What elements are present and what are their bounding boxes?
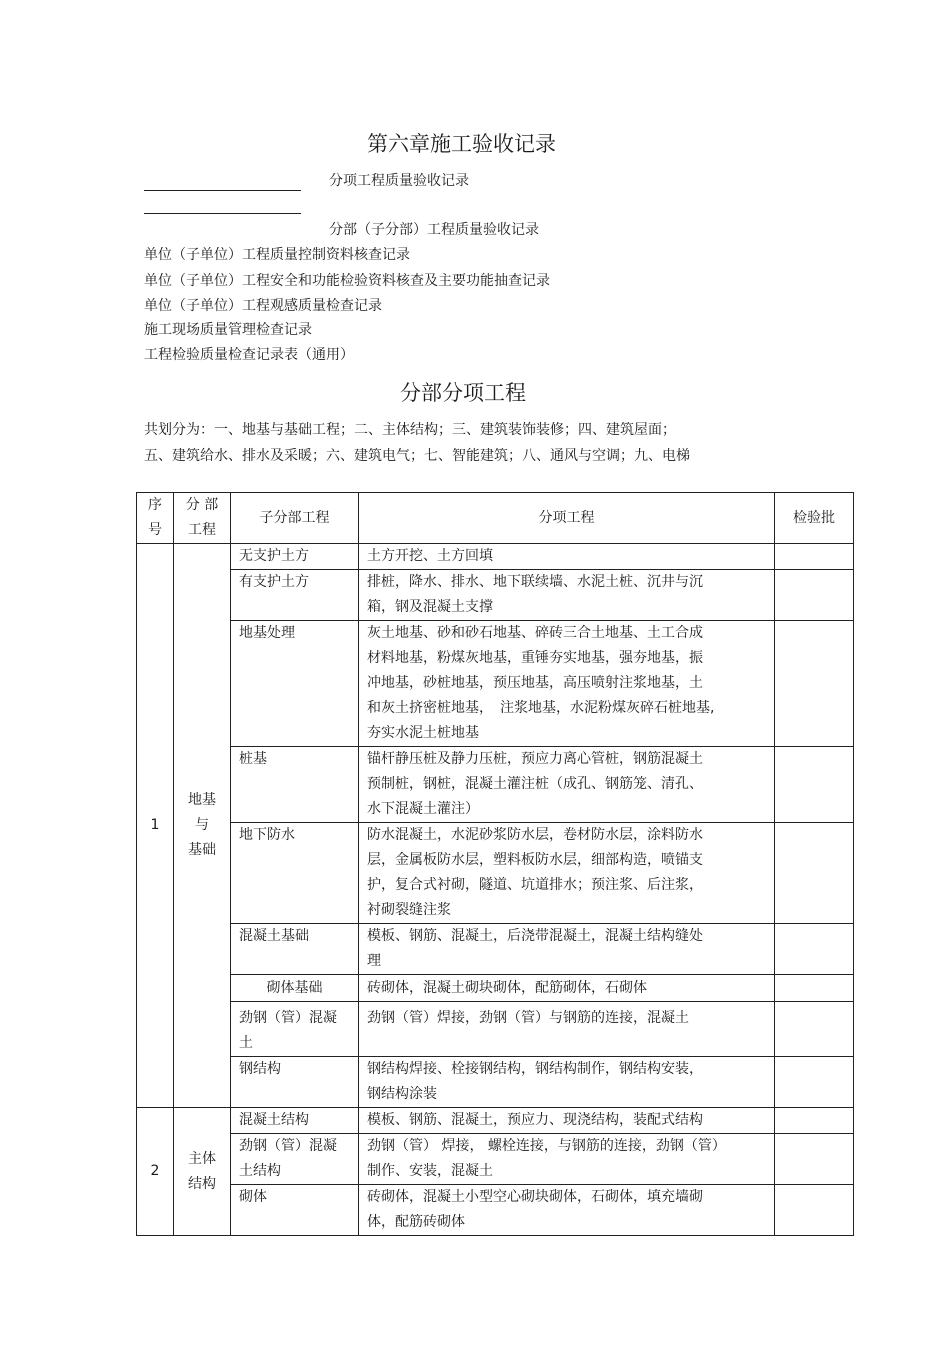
batch-cell bbox=[775, 1108, 854, 1134]
record-item: 单位（子单位）工程质量控制资料核查记录 bbox=[144, 247, 410, 263]
table-row bbox=[137, 975, 854, 1002]
section-title: 分部分项工程 bbox=[400, 381, 526, 405]
seq-cell: 1 bbox=[137, 544, 174, 1108]
record-item: 单位（子单位）工程安全和功能检验资料核查及主要功能抽查记录 bbox=[144, 273, 550, 289]
header-seq: 序 号 bbox=[137, 493, 174, 544]
division-cell: 主体 结构 bbox=[174, 1108, 231, 1236]
record-item: 分项工程质量验收记录 bbox=[329, 173, 469, 189]
subdivision-cell: 桩基 bbox=[231, 747, 359, 823]
item-cell: 排桩，降水、排水、地下联续墙、水泥土桩、沉井与沉 箱，钢及混凝土支撑 bbox=[359, 570, 775, 621]
table-row bbox=[137, 570, 854, 621]
table-row bbox=[137, 1134, 854, 1185]
subdivision-cell: 砌体基础 bbox=[231, 975, 359, 1002]
batch-cell bbox=[775, 1002, 854, 1057]
subdivision-cell: 有支护土方 bbox=[231, 570, 359, 621]
subdivision-cell: 劲钢（管）混凝土结构 bbox=[231, 1134, 359, 1185]
table-row bbox=[137, 1002, 854, 1057]
item-cell: 劲钢（管） 焊接， 螺栓连接，与钢筋的连接，劲钢（管） 制作、安装，混凝土 bbox=[359, 1134, 775, 1185]
batch-cell bbox=[775, 1185, 854, 1236]
table-row bbox=[137, 1185, 854, 1236]
subdivision-cell: 混凝土结构 bbox=[231, 1108, 359, 1134]
subdivision-cell: 地基处理 bbox=[231, 621, 359, 747]
header-subdivision: 子分部工程 bbox=[231, 493, 359, 544]
header-batch: 检验批 bbox=[775, 493, 854, 544]
record-item: 工程检验质量检查记录表（通用） bbox=[144, 347, 354, 363]
subdivision-cell: 钢结构 bbox=[231, 1057, 359, 1108]
blank-line-1 bbox=[144, 190, 301, 191]
batch-cell bbox=[775, 1134, 854, 1185]
batch-cell bbox=[775, 823, 854, 924]
header-item: 分项工程 bbox=[359, 493, 775, 544]
intro-line: 共划分为：一、地基与基础工程；二、主体结构；三、建筑装饰装修；四、建筑屋面； bbox=[144, 422, 676, 438]
division-cell: 地基 与 基础 bbox=[174, 544, 231, 1108]
table-row bbox=[137, 544, 854, 570]
item-cell: 土方开挖、土方回填 bbox=[359, 544, 775, 570]
item-cell: 砖砌体，混凝土小型空心砌块砌体，石砌体，填充墙砌 体，配筋砖砌体 bbox=[359, 1185, 775, 1236]
item-cell: 灰土地基、砂和砂石地基、碎砖三合土地基、土工合成 材料地基，粉煤灰地基，重锤夯实地基，强夯地基，振 冲地基，砂桩地基，预压地基，高压喷射注浆地基，土 和灰土挤密桩地基， 注浆地基，水泥粉煤灰碎石桩地基, 夯实水泥土桩地基 bbox=[359, 621, 775, 747]
seq-cell: 2 bbox=[137, 1108, 174, 1236]
blank-line-2 bbox=[144, 213, 301, 214]
batch-cell bbox=[775, 544, 854, 570]
batch-cell bbox=[775, 975, 854, 1002]
intro-line: 五、建筑给水、排水及采暖；六、建筑电气；七、智能建筑；八、通风与空调；九、电梯 bbox=[144, 448, 690, 464]
batch-cell bbox=[775, 621, 854, 747]
item-cell: 防水混凝土，水泥砂浆防水层，卷材防水层，涂料防水 层，金属板防水层，塑料板防水层，细部构造，喷锚支 护，复合式衬砌，隧道、坑道排水；预注浆、后注浆， 衬砌裂缝注浆 bbox=[359, 823, 775, 924]
subdivision-cell: 混凝土基础 bbox=[231, 924, 359, 975]
batch-cell bbox=[775, 1057, 854, 1108]
table-row bbox=[137, 621, 854, 747]
batch-cell bbox=[775, 570, 854, 621]
header-division: 分 部 工程 bbox=[174, 493, 231, 544]
item-cell: 模板、钢筋、混凝土，预应力、现浇结构，装配式结构 bbox=[359, 1108, 775, 1134]
table-row bbox=[137, 1108, 854, 1134]
table-row bbox=[137, 924, 854, 975]
division-table bbox=[136, 492, 854, 1236]
record-item: 施工现场质量管理检查记录 bbox=[144, 322, 312, 338]
batch-cell bbox=[775, 924, 854, 975]
item-cell: 锚杆静压桩及静力压桩，预应力离心管桩，钢筋混凝土 预制桩，钢桩，混凝土灌注桩（成孔、钢筋笼、清孔、 水下混凝土灌注） bbox=[359, 747, 775, 823]
subdivision-cell: 地下防水 bbox=[231, 823, 359, 924]
record-item: 分部（子分部）工程质量验收记录 bbox=[329, 222, 539, 238]
chapter-title: 第六章施工验收记录 bbox=[367, 132, 556, 156]
table-row bbox=[137, 823, 854, 924]
table-header-row bbox=[137, 493, 854, 544]
subdivision-cell: 无支护土方 bbox=[231, 544, 359, 570]
item-cell: 钢结构焊接、栓接钢结构，钢结构制作，钢结构安装， 钢结构涂装 bbox=[359, 1057, 775, 1108]
subdivision-cell: 劲钢（管）混凝土 bbox=[231, 1002, 359, 1057]
item-cell: 劲钢（管）焊接，劲钢（管）与钢筋的连接，混凝土 bbox=[359, 1002, 775, 1057]
table-row bbox=[137, 1057, 854, 1108]
record-item: 单位（子单位）工程观感质量检查记录 bbox=[144, 298, 382, 314]
subdivision-cell: 砌体 bbox=[231, 1185, 359, 1236]
item-cell: 模板、钢筋、混凝土，后浇带混凝土，混凝土结构缝处 理 bbox=[359, 924, 775, 975]
item-cell: 砖砌体，混凝土砌块砌体，配筋砌体，石砌体 bbox=[359, 975, 775, 1002]
batch-cell bbox=[775, 747, 854, 823]
table-row bbox=[137, 747, 854, 823]
